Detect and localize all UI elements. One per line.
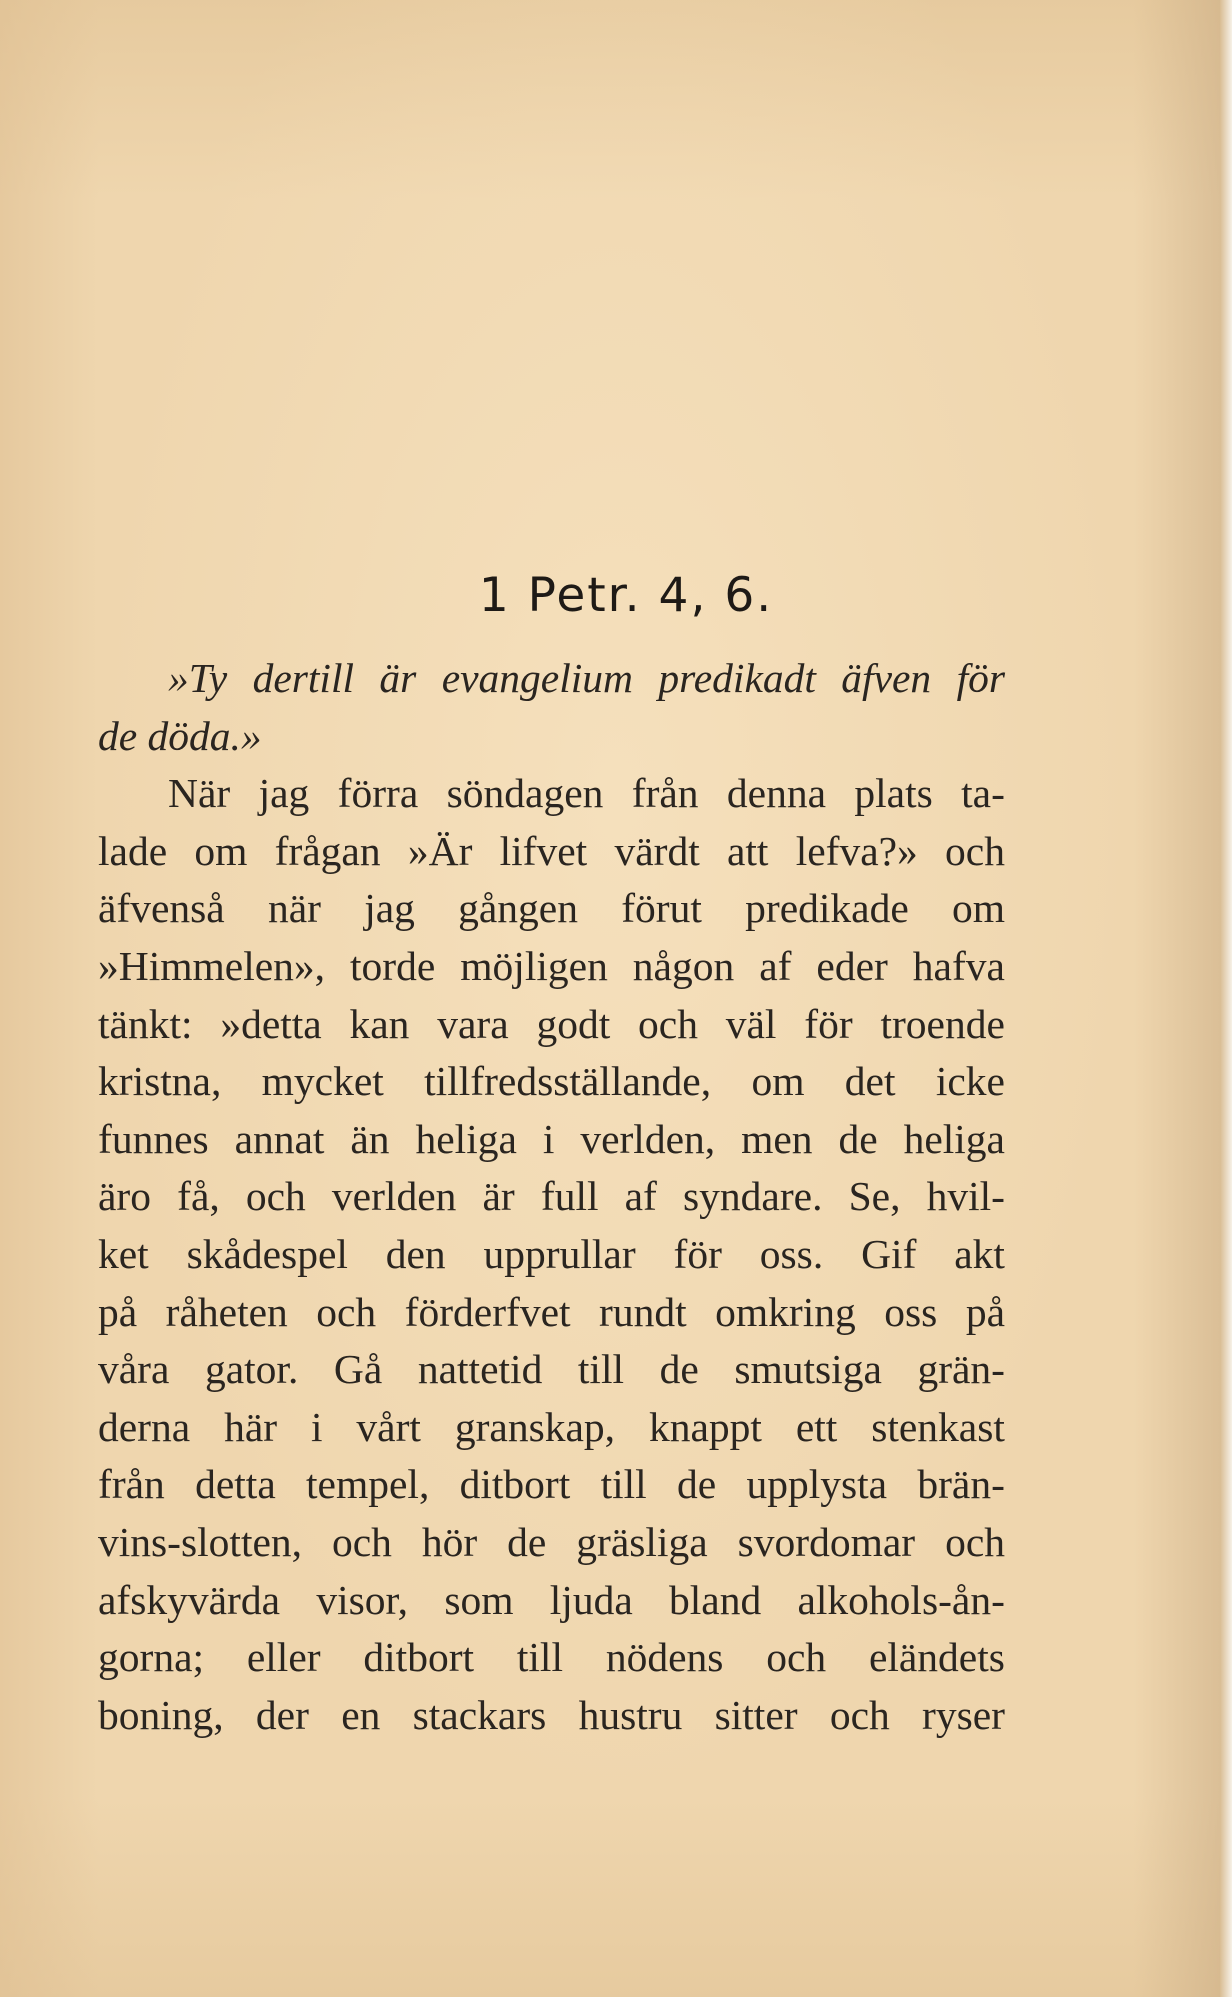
body-line: funnes annat än heliga i verlden, men de heliga (98, 1115, 1005, 1162)
body-line: äfvenså när jag gången förut predikade om (98, 885, 1005, 932)
body-line: ket skådespel den upprullar för oss. Gif akt (98, 1230, 1005, 1277)
body-line: derna här i vårt granskap, knappt ett stenkast (98, 1403, 1005, 1450)
epigraph-line: de döda.» (98, 712, 262, 759)
scripture-reference-heading: 1 Petr. 4, 6. (478, 568, 774, 623)
body-line: tänkt: »detta kan vara godt och väl för troende (98, 1000, 1005, 1047)
body-line: gorna; eller ditbort till nödens och eländets (98, 1634, 1005, 1681)
body-line: på råheten och förderfvet rundt omkring oss på (98, 1288, 1005, 1335)
epigraph-line: »Ty dertill är evangelium predikadt äfven för (168, 655, 1005, 701)
page-edge (1220, 0, 1232, 1997)
body-line: våra gator. Gå nattetid till de smutsiga grän- (98, 1346, 1005, 1393)
body-line: När jag förra söndagen från denna plats ta- (168, 770, 1005, 817)
body-line: boning, der en stackars hustru sitter och ryser (98, 1691, 1005, 1738)
body-line: afskyvärda visor, som ljuda bland alkohols-ån- (98, 1576, 1005, 1623)
body-line: äro få, och verlden är full af syndare. Se, hvil- (98, 1173, 1005, 1220)
text-block (98, 650, 1005, 1744)
body-line: lade om frågan »Är lifvet värdt att lefva?» och (98, 827, 1005, 874)
body-line: från detta tempel, ditbort till de upplysta brän- (98, 1461, 1005, 1508)
body-line: vins-slotten, och hör de gräsliga svordomar och (98, 1518, 1005, 1565)
body-line: kristna, mycket tillfredsställande, om det icke (98, 1058, 1005, 1105)
body-line: »Himmelen», torde möjligen någon af eder hafva (98, 942, 1005, 989)
